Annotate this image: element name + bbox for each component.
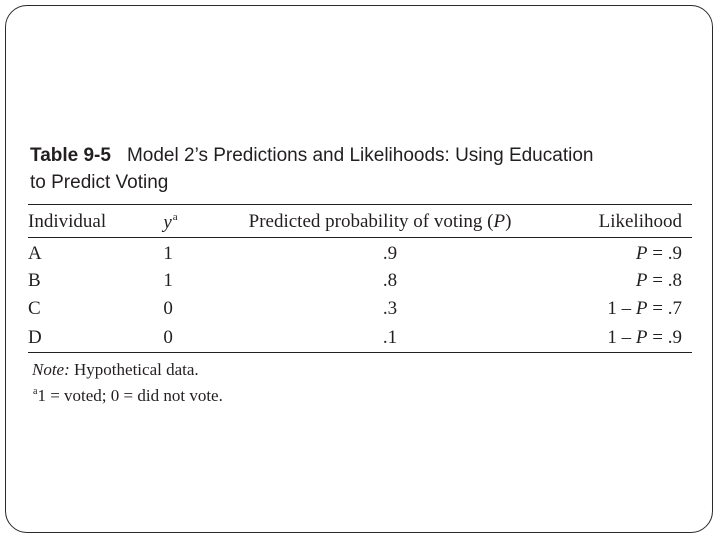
cell-individual: A (28, 243, 42, 265)
cell-y: 1 (163, 243, 173, 265)
table-title-line1: Model 2’s Predictions and Likelihoods: Using Education (126, 145, 594, 166)
table-row (28, 324, 692, 353)
table-caption (28, 142, 692, 196)
table-title-line2: to Predict Voting (30, 172, 169, 193)
cell-y: 0 (163, 298, 173, 320)
note-line: Note: Hypothetical data. (32, 360, 199, 379)
header-predicted-probability: Predicted probability of voting (P) (248, 211, 512, 232)
footnote-line: $^a$1 = voted; 0 = did not vote. (33, 386, 223, 405)
table-row (28, 238, 692, 267)
cell-likelihood: P = .8 (635, 269, 682, 291)
header-individual: Individual (28, 211, 107, 232)
table-row (28, 267, 692, 296)
cell-y: 1 (163, 269, 173, 291)
cell-individual: C (28, 298, 41, 320)
header-row (28, 205, 692, 237)
table-notes (28, 359, 692, 407)
header-y: $y^a$ (163, 210, 178, 233)
table-bottom-rule (28, 352, 692, 353)
cell-predicted: .1 (382, 326, 398, 348)
cell-individual: D (28, 326, 42, 348)
header-likelihood: Likelihood (598, 211, 682, 232)
table-row (28, 295, 692, 324)
cell-individual: B (28, 269, 41, 291)
cell-predicted: .9 (382, 243, 398, 265)
cell-likelihood: P = .9 (635, 243, 682, 265)
table-number: Table 9-5 (30, 145, 111, 166)
cell-predicted: .3 (382, 298, 398, 320)
data-table (28, 205, 692, 352)
cell-y: 0 (163, 326, 173, 348)
header-y-footnote-mark: a (172, 210, 178, 223)
cell-predicted: .8 (382, 269, 398, 291)
cell-likelihood: 1 – P = .9 (607, 326, 682, 348)
table-block (28, 142, 692, 407)
cell-likelihood: 1 – P = .7 (607, 298, 682, 320)
